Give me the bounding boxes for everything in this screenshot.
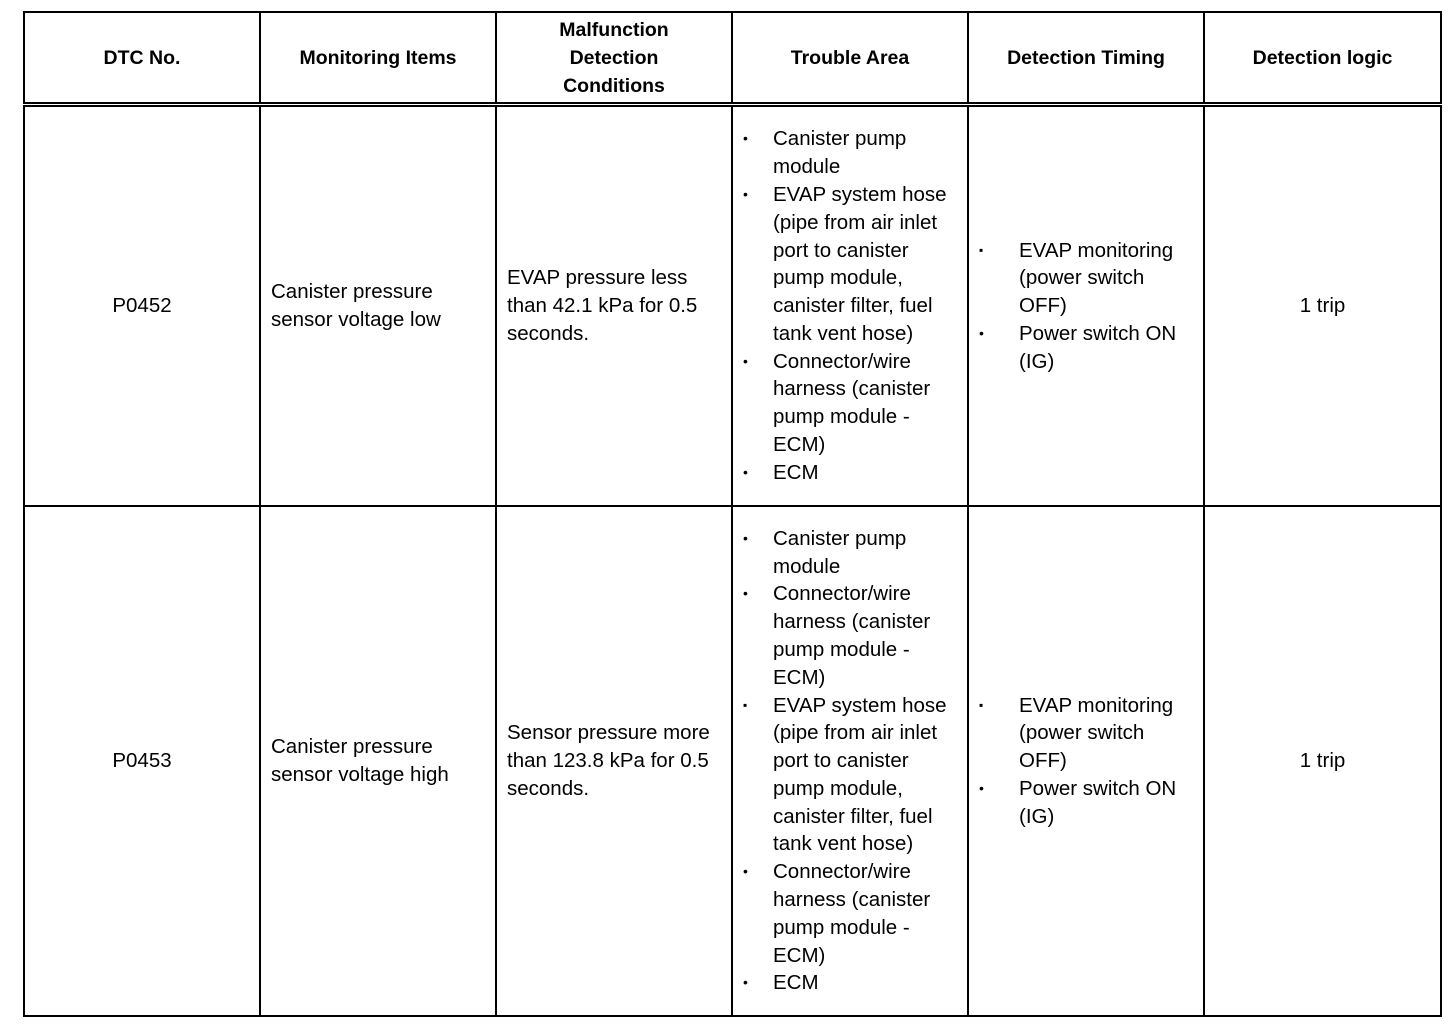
trouble-area-cell bbox=[732, 506, 968, 1016]
dtc-table bbox=[23, 11, 1442, 1017]
table-row bbox=[24, 506, 1441, 1016]
list-item: • Canister pump module bbox=[733, 525, 967, 581]
list-item: ▪ EVAP monitoring (power switch OFF) bbox=[969, 692, 1203, 775]
header-trouble-area: Trouble Area bbox=[732, 12, 968, 105]
list-item: • Canister pump module bbox=[733, 125, 967, 181]
header-dtc-no: DTC No. bbox=[24, 12, 260, 105]
list-item: • Power switch ON (IG) bbox=[969, 320, 1203, 376]
monitoring-item: Canister pressure sensor voltage high bbox=[260, 506, 496, 1016]
list-item: • Connector/wire harness (canister pump module - ECM) bbox=[733, 858, 967, 969]
list-item: • Power switch ON (IG) bbox=[969, 775, 1203, 831]
list-item: • Connector/wire harness (canister pump module - ECM) bbox=[733, 580, 967, 691]
header-row bbox=[24, 12, 1441, 105]
trouble-area-list bbox=[733, 525, 967, 998]
header-detection-logic: Detection logic bbox=[1204, 12, 1441, 105]
header-monitoring-items: Monitoring Items bbox=[260, 12, 496, 105]
detection-timing-cell bbox=[968, 506, 1204, 1016]
detection-condition: EVAP pressure less than 42.1 kPa for 0.5 seconds. bbox=[496, 105, 732, 507]
list-item: ▪ EVAP monitoring (power switch OFF) bbox=[969, 237, 1203, 320]
list-item: • ECM bbox=[733, 969, 967, 997]
detection-logic: 1 trip bbox=[1204, 105, 1441, 507]
trouble-area-list bbox=[733, 125, 967, 486]
header-detection-conditions bbox=[496, 12, 732, 105]
dtc-code: P0452 bbox=[24, 105, 260, 507]
detection-timing-list bbox=[969, 692, 1203, 831]
list-item: • ECM bbox=[733, 459, 967, 487]
detection-condition: Sensor pressure more than 123.8 kPa for 0.5 seconds. bbox=[496, 506, 732, 1016]
detection-logic: 1 trip bbox=[1204, 506, 1441, 1016]
header-detection-timing: Detection Timing bbox=[968, 12, 1204, 105]
header-detection-conditions-text: Malfunction Detection Conditions bbox=[559, 18, 669, 97]
table-row bbox=[24, 105, 1441, 507]
list-item: • Connector/wire harness (canister pump module - ECM) bbox=[733, 348, 967, 459]
detection-timing-cell bbox=[968, 105, 1204, 507]
list-item: ▪ EVAP system hose (pipe from air inlet port to canister pump module, canister filter, fuel tank vent hose) bbox=[733, 692, 967, 859]
detection-timing-list bbox=[969, 237, 1203, 376]
monitoring-item: Canister pressure sensor voltage low bbox=[260, 105, 496, 507]
list-item: • EVAP system hose (pipe from air inlet port to canister pump module, canister filter, fuel tank vent hose) bbox=[733, 181, 967, 348]
trouble-area-cell bbox=[732, 105, 968, 507]
dtc-code: P0453 bbox=[24, 506, 260, 1016]
